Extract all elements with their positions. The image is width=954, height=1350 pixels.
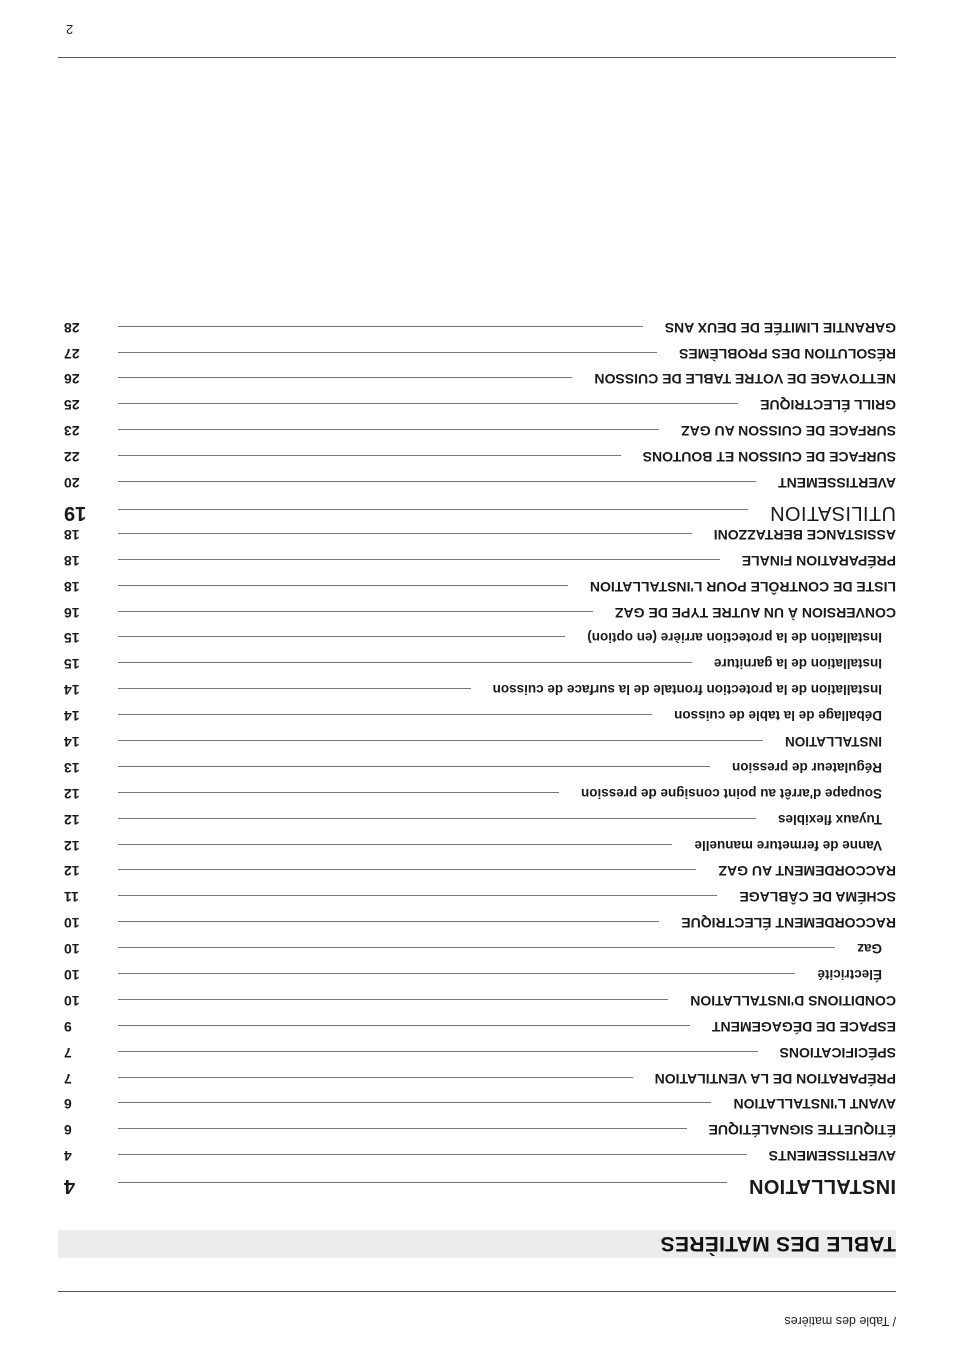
toc-page-number: 12 (64, 863, 80, 880)
toc-entry-row[interactable] (58, 553, 896, 579)
toc-entry-row[interactable] (58, 734, 896, 760)
toc-leader-line (118, 740, 763, 741)
toc-leader-line (118, 921, 659, 922)
toc-page-number: 11 (64, 889, 79, 906)
toc-page-number: 25 (64, 397, 80, 414)
toc-leader-line (118, 1102, 712, 1103)
toc-entry-label: INSTALLATION (785, 733, 882, 749)
toc-entry-row[interactable] (58, 915, 896, 941)
toc-leader-line (118, 403, 738, 404)
toc-entry-row[interactable] (58, 682, 896, 708)
toc-entry-label: Tuyaux flexibles (777, 811, 882, 827)
toc-entry-row[interactable] (58, 449, 896, 475)
toc-leader-line (118, 636, 565, 637)
toc-page-number: 12 (64, 811, 80, 828)
toc-entry-row[interactable] (58, 527, 896, 553)
toc-page-number: 14 (64, 682, 80, 699)
toc-page-number: 6 (64, 1122, 72, 1139)
toc-entry-row[interactable] (58, 1019, 896, 1045)
toc-entry-row[interactable] (58, 967, 896, 993)
breadcrumb: / Table des matières (784, 1314, 896, 1328)
toc-leader-line (118, 869, 696, 870)
toc-leader-line (118, 844, 672, 845)
toc-entry-row[interactable] (58, 656, 896, 682)
toc-entry-label: UTILISATION (769, 501, 896, 524)
toc-leader-line (118, 455, 621, 456)
toc-entry-row[interactable] (58, 1071, 896, 1097)
page-title-bar (58, 1230, 896, 1258)
toc-entry-label: Vanne de fermeture manuelle (694, 837, 882, 853)
toc-page-number: 4 (64, 1175, 76, 1198)
toc-leader-line (118, 818, 756, 819)
toc-page-number: 7 (64, 1044, 72, 1061)
toc-entry-row[interactable] (58, 838, 896, 864)
toc-entry-row[interactable] (58, 1148, 896, 1174)
toc-leader-line (118, 999, 668, 1000)
toc-entry-label: AVERTISSEMENTS (768, 1148, 896, 1165)
toc-entry-label: ASSISTANCE BERTAZZONI (713, 526, 896, 543)
toc-page-number: 15 (64, 656, 80, 673)
toc-page-number: 12 (64, 837, 80, 854)
toc-entry-label: Installation de la protection frontale de la surface de cuisson (492, 682, 882, 698)
toc-leader-line (118, 585, 568, 586)
toc-page-number: 13 (64, 759, 80, 776)
toc-section-row[interactable] (58, 1174, 896, 1200)
toc-page-number: 19 (64, 501, 87, 524)
toc-entry-label: LISTE DE CONTRÔLE POUR L'INSTALLATION (589, 578, 896, 595)
toc-entry-label: Électricité (817, 966, 882, 982)
toc-page-number: 28 (64, 319, 80, 336)
toc-entry-row[interactable] (58, 320, 896, 346)
toc-entry-label: PRÉPARATION DE LA VENTILATION (654, 1070, 896, 1087)
page-number-container (58, 22, 896, 37)
toc-entry-row[interactable] (58, 605, 896, 631)
toc-entry-row[interactable] (58, 760, 896, 786)
toc-leader-line (118, 947, 835, 948)
toc-entry-label: CONDITIONS D'INSTALLATION (690, 992, 896, 1009)
toc-page-number: 18 (64, 552, 80, 569)
toc-entry-label: RACCORDEMENT ÉLECTRIQUE (681, 915, 896, 932)
toc-page-number: 6 (64, 1096, 72, 1113)
page-number: 2 (66, 22, 74, 37)
toc-entry-row[interactable] (58, 1045, 896, 1071)
toc-page-number: 10 (64, 966, 80, 983)
toc-entry-row[interactable] (58, 579, 896, 605)
toc-page-number: 14 (64, 733, 80, 750)
toc-entry-row[interactable] (58, 889, 896, 915)
toc-leader-line (118, 1182, 727, 1183)
toc-page-number: 27 (64, 345, 80, 362)
toc-entry-label: ESPACE DE DÉGAGEMENT (711, 1018, 896, 1035)
toc-leader-line (118, 688, 471, 689)
toc-leader-line (118, 429, 659, 430)
toc-entry-row[interactable] (58, 346, 896, 372)
toc-page-number: 18 (64, 578, 80, 595)
toc-page-number: 22 (64, 449, 80, 466)
toc-entry-label: NETTOYAGE DE VOTRE TABLE DE CUISSON (594, 371, 896, 388)
toc-entry-label: SCHÉMA DE CÂBLAGE (739, 889, 896, 906)
toc-leader-line (118, 1154, 747, 1155)
toc-leader-line (118, 509, 748, 510)
toc-leader-line (118, 792, 559, 793)
toc-page-number: 23 (64, 423, 80, 440)
toc-page-number: 10 (64, 941, 80, 958)
toc-entry-row[interactable] (58, 812, 896, 838)
toc-leader-line (118, 766, 710, 767)
toc-entry-row[interactable] (58, 475, 896, 501)
toc-entry-label: GRILL ÉLECTRIQUE (760, 397, 896, 414)
toc-page-number: 12 (64, 785, 80, 802)
toc-section-row[interactable] (58, 501, 896, 527)
toc-leader-line (118, 1128, 687, 1129)
toc-entry-label: RÉSOLUTION DES PROBLÈMES (678, 345, 896, 362)
toc-page-number: 16 (64, 604, 80, 621)
page-title: TABLE DES MATIÈRES (660, 1232, 896, 1255)
toc-entry-row[interactable] (58, 1096, 896, 1122)
toc-entry-label: AVERTISSEMENT (778, 475, 896, 492)
toc-page-number: 7 (64, 1070, 72, 1087)
toc-page-number: 4 (64, 1148, 72, 1165)
toc-page-number: 18 (64, 526, 80, 543)
toc-leader-line (118, 611, 593, 612)
toc-page-number: 9 (64, 1018, 72, 1035)
toc-entry-label: SURFACE DE CUISSON ET BOUTONS (642, 449, 896, 466)
toc-entry-label: Installation de la protection arrière (en option) (587, 630, 882, 646)
toc-entry-label: INSTALLATION (748, 1175, 896, 1198)
toc-leader-line (118, 714, 652, 715)
toc-leader-line (118, 895, 717, 896)
toc-leader-line (118, 1025, 690, 1026)
toc-entry-row[interactable] (58, 786, 896, 812)
toc-entry-row[interactable] (58, 1122, 896, 1148)
toc-page-number: 10 (64, 915, 80, 932)
toc-leader-line (118, 1077, 633, 1078)
footer-divider (58, 57, 896, 58)
toc-entry-row[interactable] (58, 708, 896, 734)
toc-leader-line (118, 559, 720, 560)
toc-leader-line (118, 973, 795, 974)
toc-page-number: 26 (64, 371, 80, 388)
toc-entry-label: Soupape d'arrêt au point consigne de pression (580, 785, 882, 801)
toc-entry-row[interactable] (58, 993, 896, 1019)
toc-entry-label: Gaz (857, 941, 882, 957)
toc-leader-line (118, 352, 657, 353)
toc-entry-label: CONVERSION À UN AUTRE TYPE DE GAZ (614, 604, 896, 621)
toc-leader-line (118, 662, 692, 663)
toc-leader-line (118, 481, 756, 482)
table-of-contents (58, 320, 896, 1200)
toc-leader-line (118, 326, 643, 327)
toc-entry-row[interactable] (58, 397, 896, 423)
toc-entry-label: AVANT L'INSTALLATION (733, 1096, 896, 1113)
header-divider (58, 1291, 896, 1292)
toc-entry-label: SURFACE DE CUISSON AU GAZ (681, 423, 896, 440)
toc-entry-label: GARANTIE LIMITÉE DE DEUX ANS (664, 319, 896, 336)
toc-entry-row[interactable] (58, 423, 896, 449)
toc-entry-label: RACCORDEMENT AU GAZ (718, 863, 896, 880)
toc-entry-label: Déballage de la table de cuisson (674, 708, 882, 724)
toc-page-number: 14 (64, 708, 80, 725)
toc-entry-row[interactable] (58, 941, 896, 967)
toc-entry-row[interactable] (58, 863, 896, 889)
toc-entry-label: SPÉCIFICATIONS (779, 1044, 896, 1061)
toc-entry-label: ÉTIQUETTE SIGNALÉTIQUE (708, 1122, 896, 1139)
toc-page-number: 20 (64, 475, 80, 492)
toc-entry-label: Installation de la garniture (713, 656, 882, 672)
toc-entry-row[interactable] (58, 372, 896, 398)
toc-leader-line (118, 533, 692, 534)
toc-entry-row[interactable] (58, 630, 896, 656)
toc-entry-label: PRÉPARATION FINALE (741, 552, 896, 569)
toc-entry-label: Régulateur de pression (731, 759, 882, 775)
toc-leader-line (118, 1051, 758, 1052)
toc-page-number: 15 (64, 630, 80, 647)
toc-page-number: 10 (64, 992, 80, 1009)
toc-leader-line (118, 378, 572, 379)
